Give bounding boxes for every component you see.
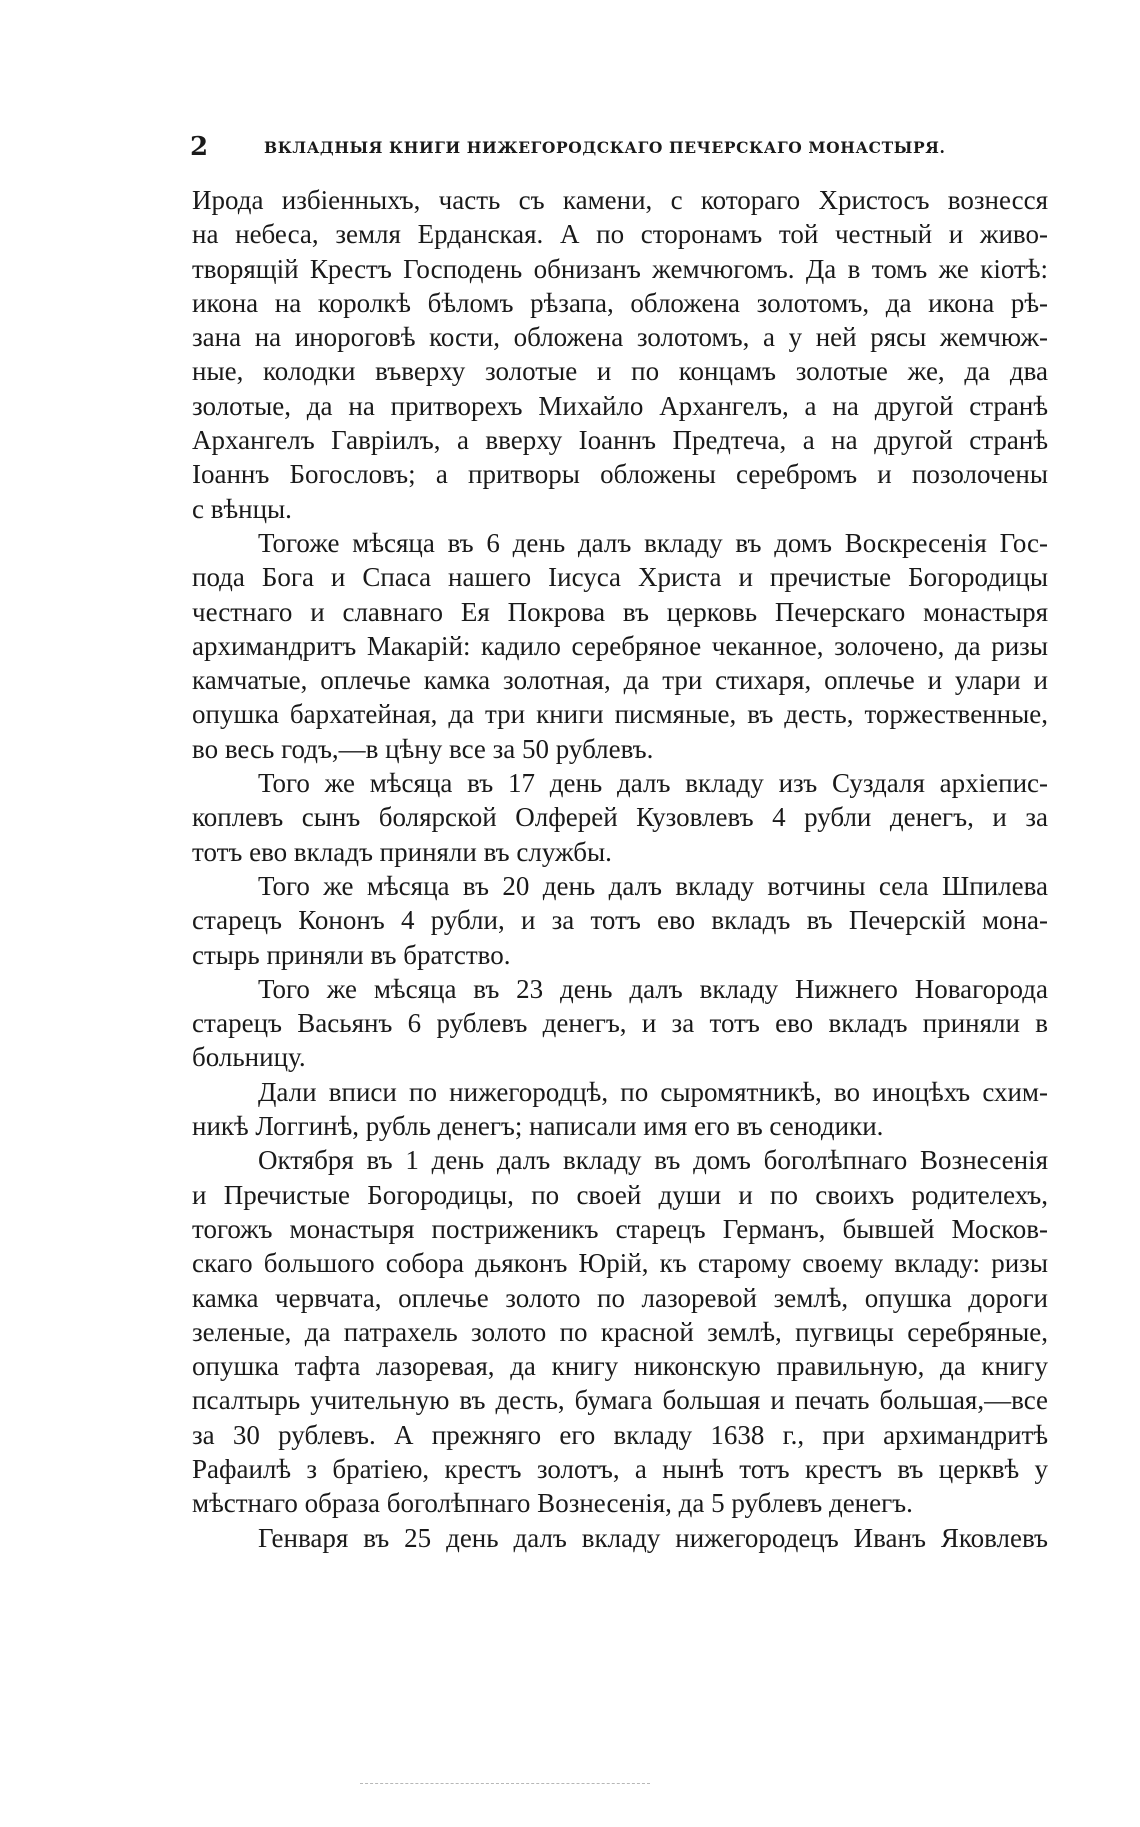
text-line: с вѣнцы. <box>192 493 292 524</box>
text-line: Того же мѣсяца въ 23 день далъ вкладу Нижнего Новагорода <box>258 973 1048 1004</box>
paragraph-6 <box>192 1075 1048 1144</box>
text-line: Того же мѣсяца въ 17 день далъ вкладу изъ Суздаля архіепис- <box>258 768 1048 799</box>
text-line: старецъ Кононъ 4 рубли, и за тотъ ево вкладъ въ Печерскій мона- <box>192 905 1048 936</box>
text-line: Ирода избіенныхъ, часть съ камени, с котораго Христосъ вознесся <box>192 185 1048 215</box>
text-line: Архангелъ Гавріилъ, а вверху Іоаннъ Предтеча, а на другой странѣ <box>192 425 1048 456</box>
text-line: стырь приняли въ братство. <box>192 939 511 970</box>
text-line: пода Бога и Спаса нашего Іисуса Христа и пречистые Богородицы <box>192 562 1048 593</box>
text-line: зеленые, да патрахель золото по красной землѣ, пугвицы серебряные, <box>192 1316 1048 1347</box>
running-head-title: ВКЛАДНЫЯ КНИГИ НИЖЕГОРОДСКАГО ПЕЧЕРСКАГО МОНАСТЫРЯ. <box>264 138 946 157</box>
text-line: ные, колодки въверху золотые и по концамъ золотые же, да два <box>192 356 1048 387</box>
text-line: честнаго и славнаго Ея Покрова въ церковь Печерскаго монастыря <box>192 596 1048 627</box>
text-line: творящій Крестъ Господень обнизанъ жемчюгомъ. Да в томъ же кіотѣ: <box>192 253 1048 284</box>
paragraph-8 <box>192 1521 1048 1555</box>
paragraph-4 <box>192 869 1048 972</box>
paragraph-2 <box>192 526 1048 766</box>
text-line: Рафаилѣ з братіею, крестъ золотъ, а нынѣ тотъ крестъ въ церквѣ у <box>192 1453 1048 1484</box>
paragraph-5 <box>192 972 1048 1075</box>
body-text <box>192 183 1048 1555</box>
text-line: камчатые, оплечье камка золотная, да три стихаря, оплечье и улари и <box>192 665 1048 696</box>
text-line: икона на королкѣ бѣломъ рѣзапа, обложена золотомъ, да икона рѣ- <box>192 287 1048 318</box>
text-line: Генваря въ 25 день далъ вкладу нижегородецъ Иванъ Яковлевъ <box>258 1522 1048 1553</box>
text-line: Тогоже мѣсяца въ 6 день далъ вкладу въ домъ Воскресенія Гос- <box>258 527 1048 558</box>
text-line: больницу. <box>192 1042 306 1073</box>
text-line: никѣ Логгинѣ, рубль денегъ; написали имя его въ сенодики. <box>192 1111 884 1142</box>
text-line: Октября въ 1 день далъ вкладу въ домъ боголѣпнаго Вознесенія <box>258 1145 1048 1176</box>
text-line: скаго большого собора дьяконъ Юрій, къ старому своему вкладу: ризы <box>192 1248 1048 1279</box>
text-line: опушка тафта лазоревая, да книгу никонскую правильную, да книгу <box>192 1351 1048 1382</box>
running-head <box>190 130 1050 164</box>
text-line: Того же мѣсяца въ 20 день далъ вкладу вотчины села Шпилева <box>258 870 1048 901</box>
paragraph-1 <box>192 183 1048 526</box>
scan-artifact-rule <box>360 1783 650 1784</box>
page-number: 2 <box>190 132 209 162</box>
text-line: опушка бархатейная, да три книги писмяные, въ десть, торжественные, <box>192 699 1048 730</box>
text-line: за 30 рублевъ. А прежняго его вкладу 1638 г., при архимандритѣ <box>192 1419 1048 1450</box>
text-line: тотъ ево вкладъ приняли въ службы. <box>192 836 612 867</box>
paragraph-3 <box>192 766 1048 869</box>
text-line: камка червчата, оплечье золото по лазоревой землѣ, опушка дороги <box>192 1282 1048 1313</box>
paragraph-7 <box>192 1143 1048 1520</box>
text-line: архимандритъ Макарій: кадило серебряное чеканное, золочено, да ризы <box>192 630 1048 661</box>
text-line: Дали вписи по нижегородцѣ, по сыромятникѣ, во иноцѣхъ схим- <box>258 1076 1048 1107</box>
text-line: зана на инороговѣ кости, обложена золотомъ, а у ней рясы жемчюж- <box>192 322 1048 353</box>
text-line: золотые, да на притворехъ Михайло Архангелъ, а на другой странѣ <box>192 390 1048 421</box>
text-line: и Пречистые Богородицы, по своей души и по своихъ родителехъ, <box>192 1179 1048 1210</box>
text-line: Іоаннъ Богословъ; а притворы обложены серебромъ и позолочены <box>192 459 1048 490</box>
text-line: псалтырь учительную въ десть, бумага большая и печать большая,—все <box>192 1385 1048 1416</box>
text-line: тогожъ монастыря постриженикъ старецъ Германъ, бывшей Москов- <box>192 1213 1048 1244</box>
text-line: мѣстнаго образа боголѣпнаго Вознесенія, да 5 рублевъ денегъ. <box>192 1488 913 1519</box>
text-line: во весь годъ,—в цѣну все за 50 рублевъ. <box>192 733 654 764</box>
text-line: на небеса, земля Ерданская. А по сторонамъ той честный и живо- <box>192 219 1048 250</box>
text-line: коплевъ сынъ болярской Олферей Кузовлевъ 4 рубли денегъ, и за <box>192 802 1048 833</box>
text-line: старецъ Васьянъ 6 рублевъ денегъ, и за тотъ ево вкладъ приняли в <box>192 1008 1048 1039</box>
